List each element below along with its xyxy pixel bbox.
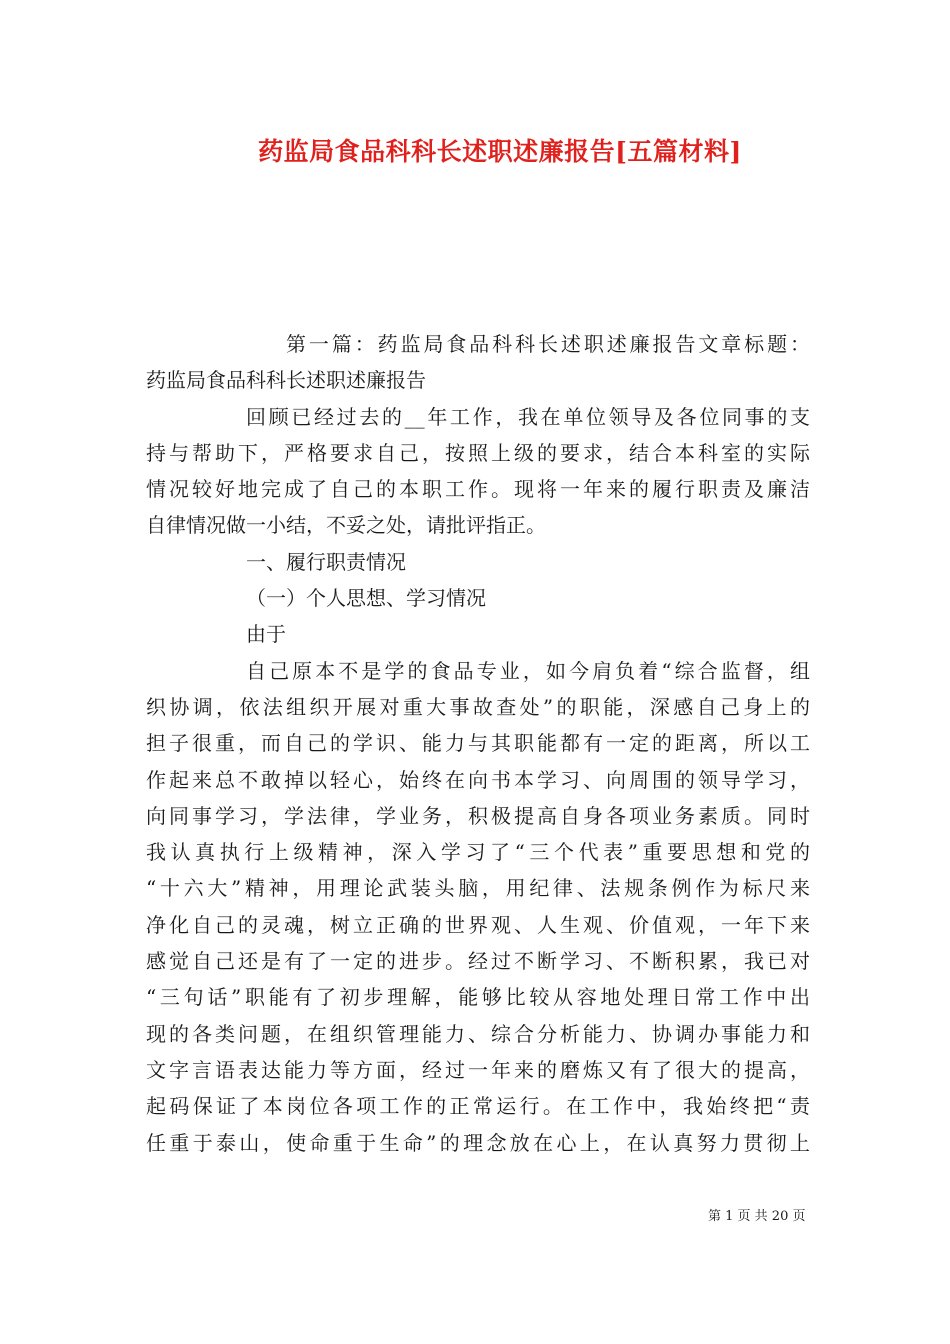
document-body <box>146 326 810 1161</box>
body-line: 自律情况做一小结，不妥之处，请批评指正。 <box>146 513 546 538</box>
body-line: 文字言语表达能力等方面，经过一年来的磨炼又有了很大的提高， <box>146 1057 810 1082</box>
body-line: 感觉自己还是有了一定的进步。经过不断学习、不断积累，我已对 <box>146 949 810 974</box>
body-line: 净化自己的灵魂，树立正确的世界观、人生观、价值观，一年下来 <box>146 912 810 937</box>
body-line: 起码保证了本岗位各项工作的正常运行。在工作中，我始终把“责 <box>146 1094 810 1119</box>
body-line: 持与帮助下，严格要求自己，按照上级的要求，结合本科室的实际 <box>146 440 810 465</box>
body-line: 由于 <box>246 622 286 647</box>
body-line: 自己原本不是学的食品专业，如今肩负着“综合监督，组 <box>246 658 810 683</box>
body-line: “三句话”职能有了初步理解，能够比较从容地处理日常工作中出 <box>146 985 810 1010</box>
body-line: 回顾已经过去的__年工作，我在单位领导及各位同事的支 <box>246 404 810 429</box>
body-line: 第一篇：药监局食品科科长述职述廉报告文章标题： <box>286 332 810 356</box>
body-line: 向同事学习，学法律，学业务，积极提高自身各项业务素质。同时 <box>146 803 810 828</box>
body-line: 药监局食品科科长述职述廉报告 <box>146 368 426 393</box>
body-line: 任重于泰山，使命重于生命”的理念放在心上，在认真努力贯彻上 <box>146 1130 810 1155</box>
body-line: 情况较好地完成了自己的本职工作。现将一年来的履行职责及廉洁 <box>146 477 810 502</box>
body-line: 担子很重，而自己的学识、能力与其职能都有一定的距离，所以工 <box>146 731 810 756</box>
document-title: 药监局食品科科长述职述廉报告[五篇材料] <box>258 137 742 166</box>
subsection-heading: （一）个人思想、学习情况 <box>246 586 486 611</box>
body-line: 现的各类问题，在组织管理能力、综合分析能力、协调办事能力和 <box>146 1021 810 1046</box>
body-line: “十六大”精神，用理论武装头脑，用纪律、法规条例作为标尺来 <box>146 876 810 901</box>
body-line: 织协调，依法组织开展对重大事故查处”的职能，深感自己身上的 <box>146 694 810 719</box>
body-line: 作起来总不敢掉以轻心，始终在向书本学习、向周围的领导学习， <box>146 767 810 792</box>
body-line: 我认真执行上级精神，深入学习了“三个代表”重要思想和党的 <box>146 840 810 865</box>
section-heading: 一、履行职责情况 <box>246 549 406 574</box>
page-number-footer: 第 1 页 共 20 页 <box>708 1209 806 1224</box>
